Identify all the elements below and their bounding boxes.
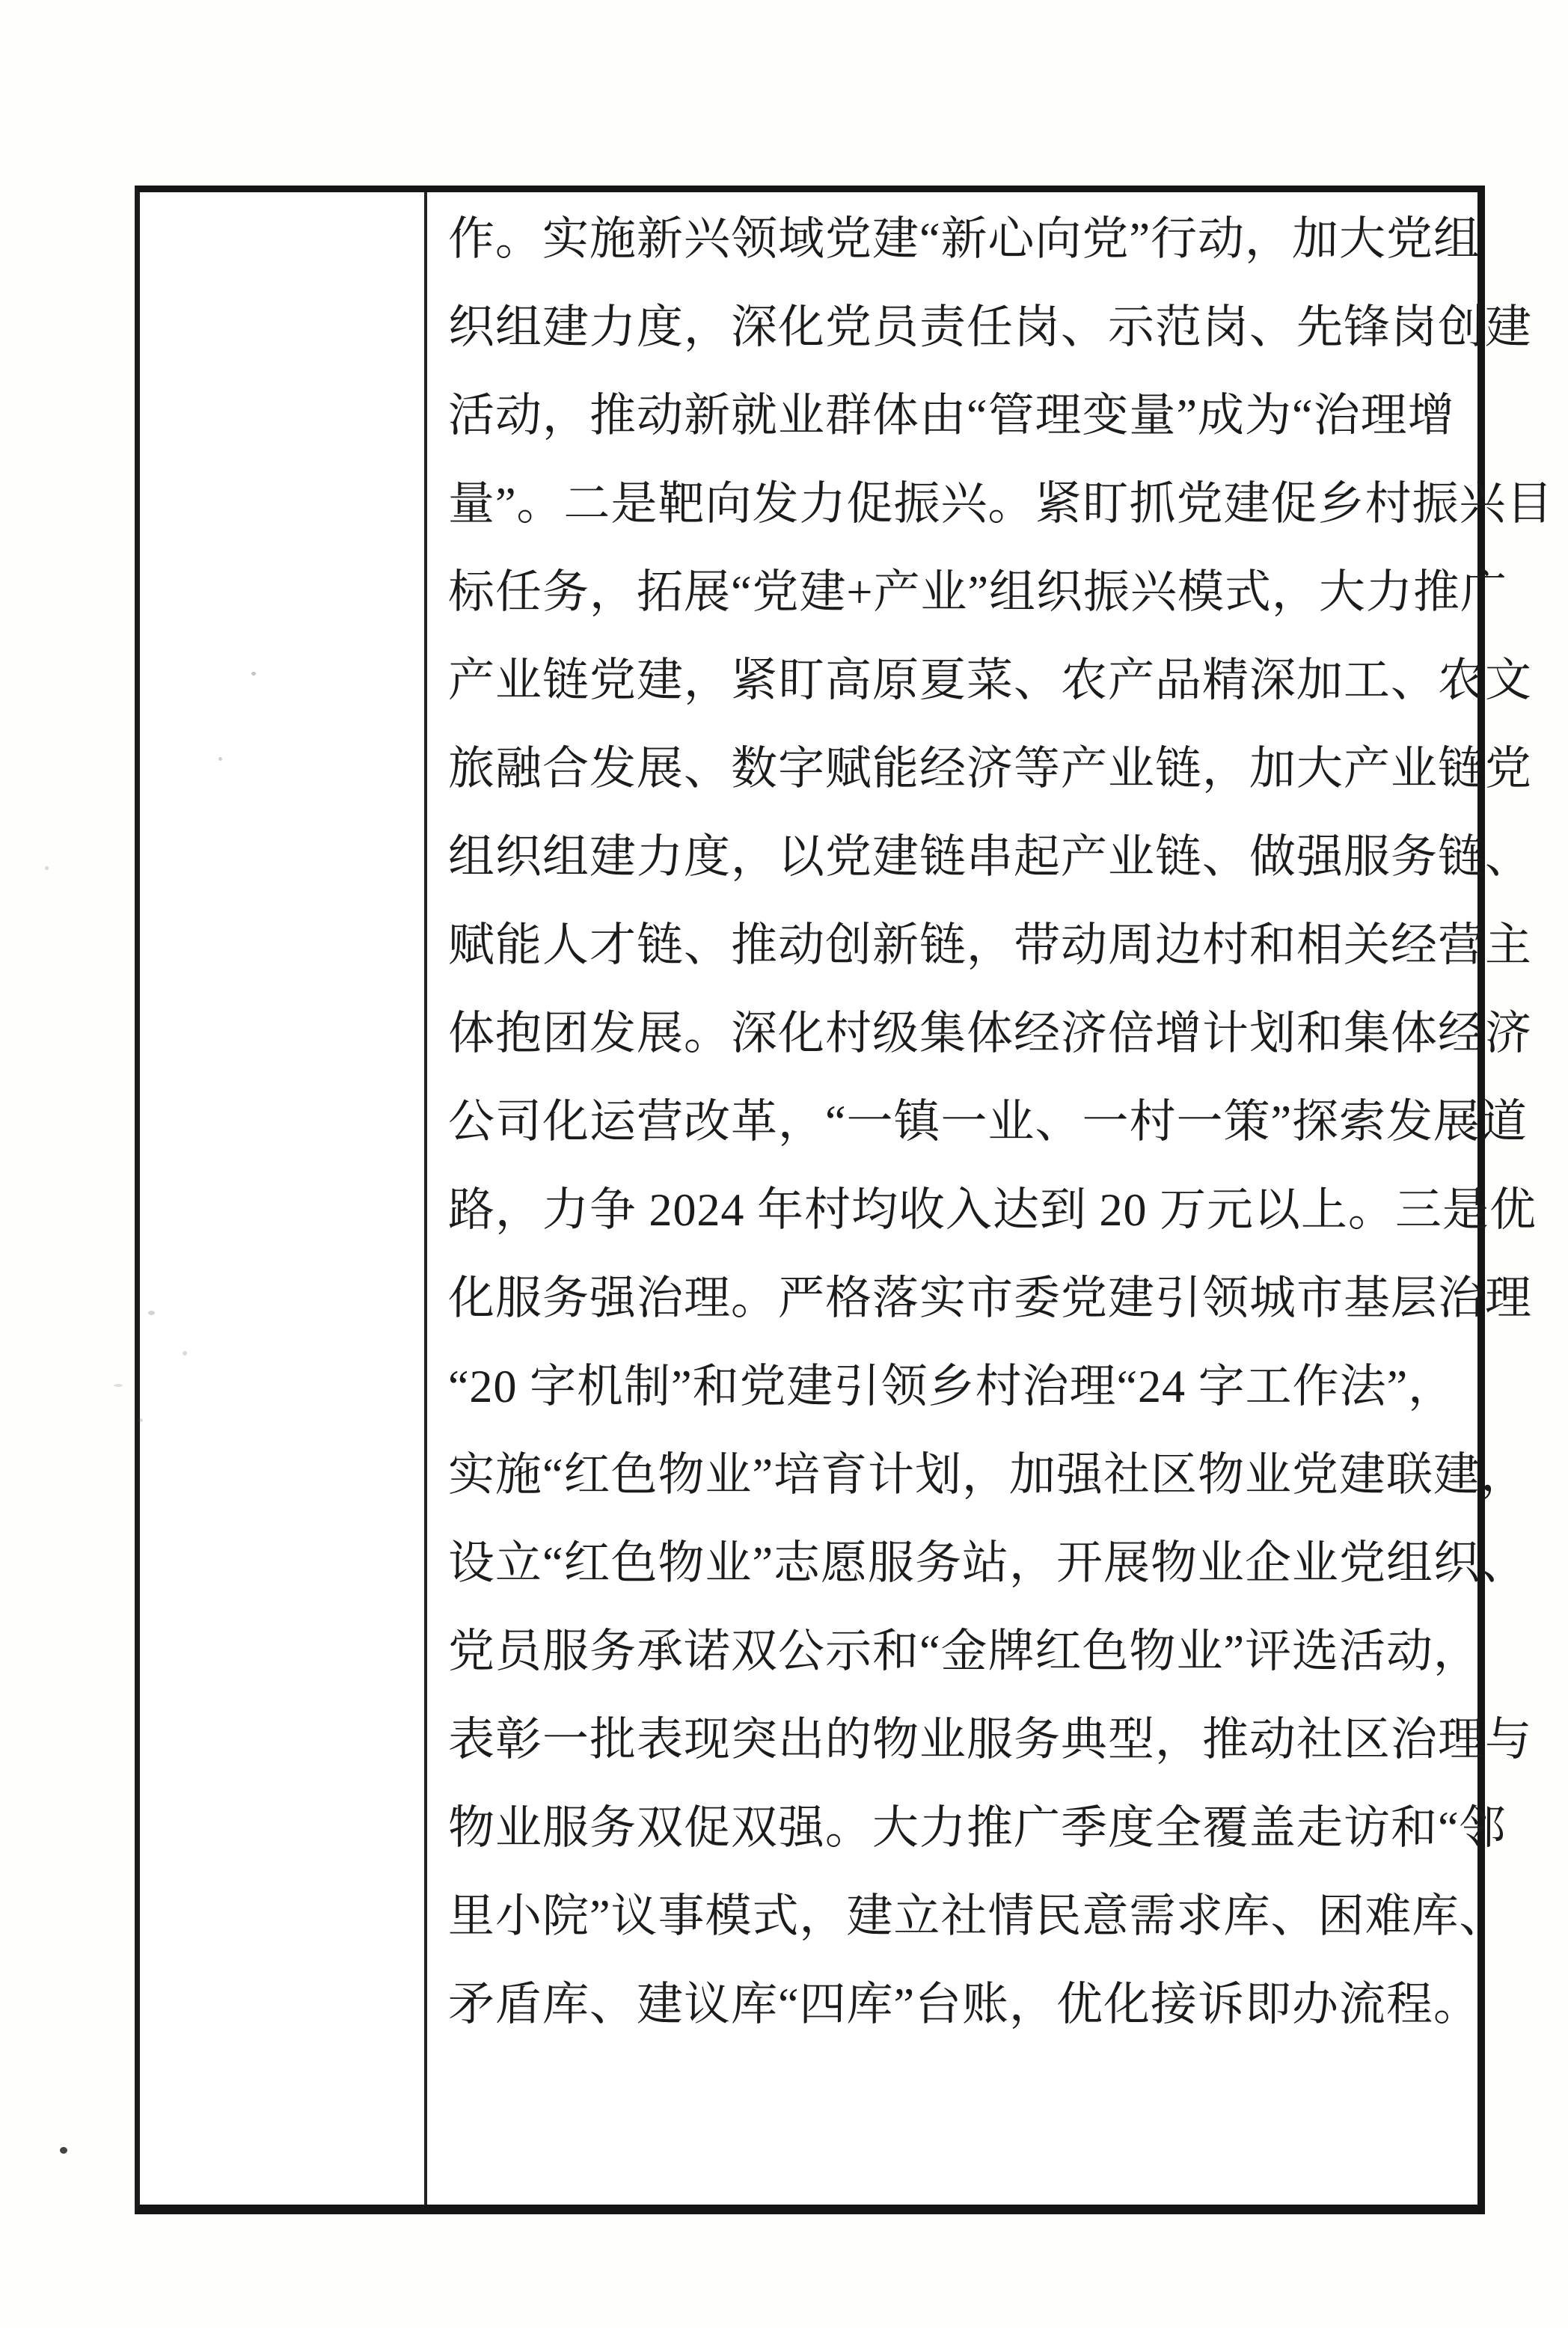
- text-line: 旅融合发展、数字赋能经济等产业链，加大产业链党: [447, 744, 1533, 794]
- text-line: 组织组建力度，以党建链串起产业链、做强服务链、: [447, 832, 1533, 883]
- text-line: 党员服务承诺双公示和“金牌红色物业”评选活动，: [447, 1626, 1481, 1677]
- text-line: 物业服务双促双强。大力推广季度全覆盖走访和“邻: [447, 1803, 1507, 1854]
- scan-speck: [45, 866, 49, 870]
- text-line: 设立“红色物业”志愿服务站，开展物业企业党组织、: [447, 1538, 1528, 1589]
- text-line: 活动，推动新就业群体由“管理变量”成为“治理增: [447, 390, 1455, 441]
- scan-speck: [114, 1384, 123, 1387]
- table-text-column: [430, 192, 1554, 2205]
- text-line: 赋能人才链、推动创新链，带动周边村和相关经营主: [447, 920, 1533, 971]
- text-line: 标任务，拓展“党建+产业”组织振兴模式，大力推广: [447, 567, 1508, 618]
- text-line: 产业链党建，紧盯高原夏菜、农产品精深加工、农文: [447, 655, 1533, 706]
- text-line: 路，力争 2024 年村均收入达到 20 万元以上。三是优: [447, 1185, 1537, 1236]
- text-line: 量”。二是靶向发力促振兴。紧盯抓党建促乡村振兴目: [447, 479, 1554, 530]
- scan-speck: [183, 1351, 187, 1356]
- document-table: [135, 186, 1554, 2214]
- text-line: 体抱团发展。深化村级集体经济倍增计划和集体经济: [447, 1008, 1533, 1059]
- scan-speck: [218, 757, 222, 761]
- text-line: 矛盾库、建议库“四库”台账，优化接诉即办流程。: [447, 1979, 1481, 2030]
- text-line: 织组建力度，深化党员责任岗、示范岗、先锋岗创建: [447, 302, 1533, 353]
- scan-speck: [138, 1418, 143, 1422]
- text-line: 作。实施新兴领域党建“新心向党”行动，加大党组: [447, 214, 1481, 265]
- scan-speck: [251, 672, 256, 676]
- text-line: “20 字机制”和党建引领乡村治理“24 字工作法”，: [447, 1361, 1456, 1412]
- scan-speck: [148, 1311, 155, 1315]
- text-line: 表彰一批表现突出的物业服务典型，推动社区治理与: [447, 1715, 1533, 1765]
- text-line: 实施“红色物业”培育计划，加强社区物业党建联建，: [447, 1450, 1528, 1501]
- table-left-column-empty: [140, 192, 427, 2205]
- text-line: 里小院”议事模式，建立社情民意需求库、困难库、: [447, 1891, 1507, 1942]
- scan-speck: [60, 2147, 67, 2154]
- text-line: 公司化运营改革，“一镇一业、一村一策”探索发展道: [447, 1097, 1528, 1148]
- text-line: 化服务强治理。严格落实市委党建引领城市基层治理: [447, 1273, 1533, 1324]
